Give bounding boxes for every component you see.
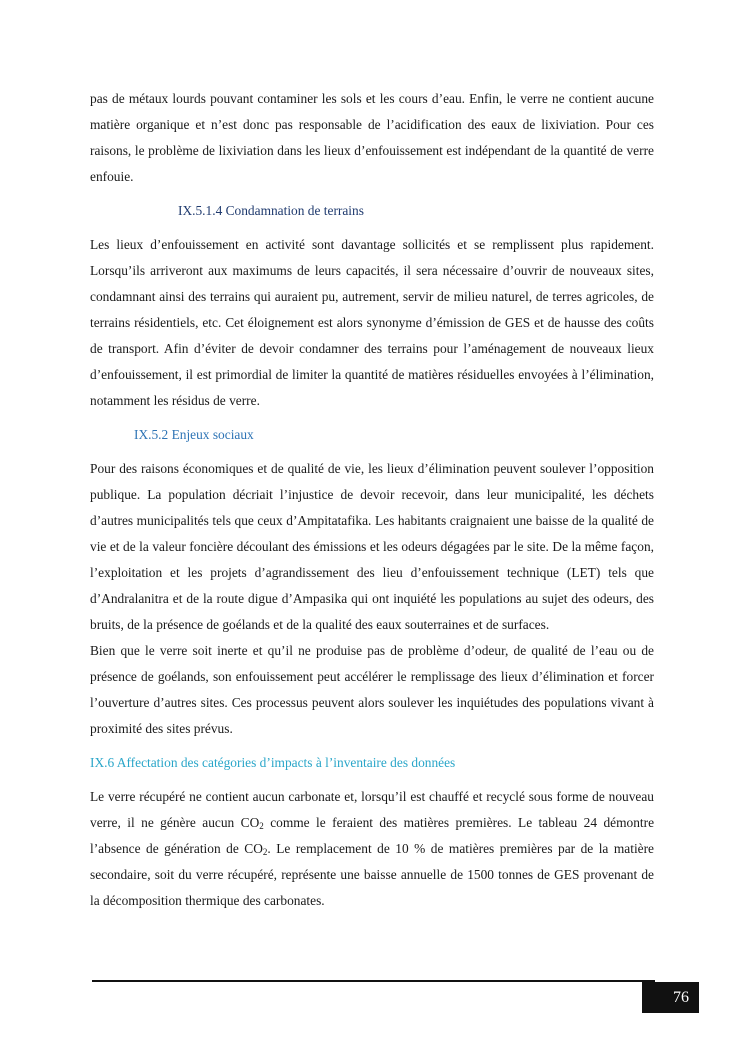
paragraph-verre-recupere-part3: . Le remplacement de 10 % de matières premières par de la matière secondaire, soit du verre récupéré, représente une baisse annuelle de 1500 tonnes de GES provenant de la décomposition thermique des carbonates. — [90, 841, 655, 908]
paragraph-condamnation: Les lieux d’enfouissement en activité sont davantage sollicités et se remplissent plus rapidement. Lorsqu’ils arriveront aux maximums de leurs capacités, il sera nécessaire d’ouvrir de nouveaux sites, condamnant ainsi des terrains qui auraient pu, autrement, servir de milieu naturel, de terres agricoles, de terrains résidentiels, etc. Cet éloignement est alors synonyme d’émission de GES et de hausse des coûts de transport. Afin d’éviter de devoir condamner des terrains pour l’aménagement de nouveaux lieux d’enfouissement, il est primordial de limiter la quantité de matières résiduelles envoyées à l’élimination, notamment les résidus de verre. — [90, 237, 654, 408]
paragraph-lixiviation: pas de métaux lourds pouvant contaminer les sols et les cours d’eau. Enfin, le verre ne contient aucune matière organique et n’est donc pas responsable de l’acidification des eaux de lixiviation. Pour ces raisons, le problème de lixiviation dans les lieux d’enfouissement est indépendant de la quantité de verre enfouie. — [90, 91, 654, 184]
paragraph-opposition-publique: Pour des raisons économiques et de qualité de vie, les lieux d’élimination peuvent soulever l’opposition publique. La population décriait l’injustice de devoir recevoir, dans leur municipalité, les déchets d’autres municipalités tels que ceux d’Ampitatafika. Les habitants craignaient une baisse de la qualité de vie et de la valeur foncière découlant des émissions et les odeurs dégagées par le site. De la même façon, l’exploitation et les projets d’agrandissement des lieu d’enfouissement technique (LET) tels que d’Andralanitra et de la route digue d’Ampasika qui ont inquiété les populations au sujet des odeurs, des bruits, de la présence de goélands et de la qualité des eaux souterraines et de surfaces. — [90, 461, 654, 632]
heading-condamnation-terrains: IX.5.1.4 Condamnation de terrains — [178, 203, 364, 218]
co2-subscript-1: 2 — [259, 821, 264, 831]
paragraph-verre-inerte: Bien que le verre soit inerte et qu’il ne produise pas de problème d’odeur, de qualité de l’eau ou de présence de goélands, son enfouissement peut accélérer le remplissage des lieux d’élimination et forcer l’ouverture d’autres sites. Ces processus peuvent alors soulever les inquiétudes des populations vivant à proximité des sites prévus. — [90, 643, 654, 736]
paragraph-verre-recupere-part1: Le verre récupéré ne contient aucun carbonate et, lorsqu’il est chauffé et recyclé sous forme de nouveau verre, il ne génère aucun CO — [90, 789, 654, 830]
footer-rule — [92, 980, 655, 982]
page-body — [90, 86, 654, 914]
heading-enjeux-sociaux: IX.5.2 Enjeux sociaux — [134, 427, 254, 442]
page-number: 76 — [642, 982, 699, 1013]
co2-subscript-2: 2 — [262, 847, 268, 857]
paragraph-verre-recupere — [90, 784, 654, 914]
paragraph-verre-recupere-part2: comme le feraient des matières premières. Le tableau 24 démontre l’absence de génération de CO — [90, 815, 655, 856]
heading-affectation-impacts: IX.6 Affectation des catégories d’impacts à l’inventaire des données — [90, 755, 456, 770]
